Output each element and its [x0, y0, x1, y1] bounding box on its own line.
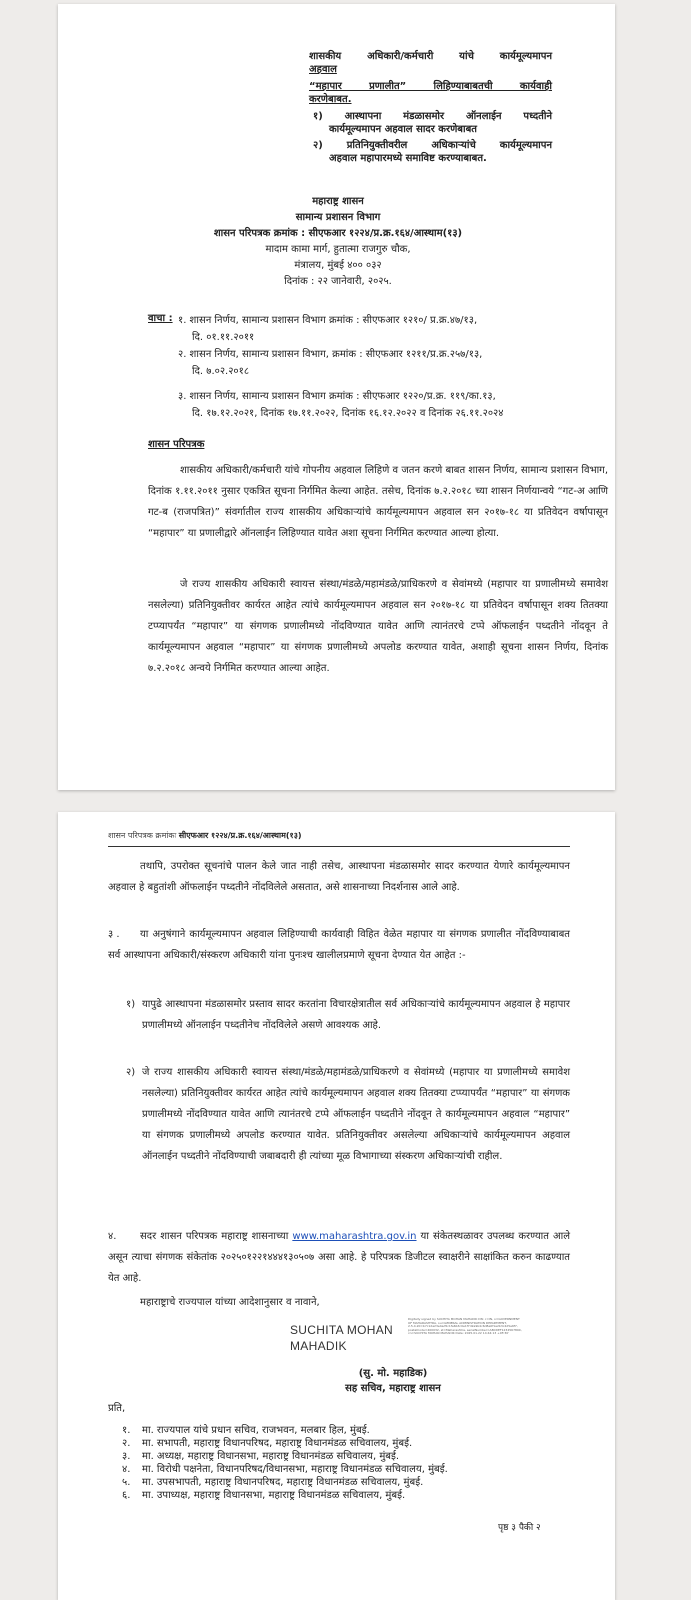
department-name: सामान्य प्रशासन विभाग: [295, 212, 381, 223]
point-1-text: यापुढे आस्थापना मंडळासमोर प्रस्ताव सादर करतांना विचारक्षेत्रातील सर्व अधिकाऱ्यांचे कार्यमूल्यमापन अहवाल हे महापार प्रणालीमध्ये ऑनलाईन पध्दतीनेच नोंदविलेले असणे आवश्यक आहे.: [142, 999, 570, 1031]
paragraph-3: तथापि, उपरोक्त सूचनांचे पालन केले जात नाही तसेच, आस्थापना मंडळासमोर सादर करण्यात येणारे कार्यमूल्यमापन अहवाल हे बहुतांशी ऑफलाईन पध्दतीने नोंदविलेले असतात, असे शासनाच्या निदर्शनास आले आहे.: [108, 861, 570, 893]
circular-date: दिनांक : २२ जानेवारी, २०२५.: [284, 276, 392, 287]
document-page-2: [58, 812, 615, 1600]
recipient-text: मा. सभापती, महाराष्ट्र विधानपरिषद, महाराष्ट्र विधानमंडळ सचिवालय, मुंबई.: [142, 1438, 413, 1449]
recipient-number: ४.: [122, 1464, 131, 1475]
recipient-list: [122, 1424, 562, 1502]
point-1-number: १): [126, 999, 136, 1010]
reference-1-date: दि. ०१.११.२०११: [192, 332, 255, 343]
state-name: महाराष्ट्र शासन: [312, 196, 364, 207]
subject-item-2-line-b: अहवाल महापारमध्ये समाविष्ट करण्याबाबत.: [329, 153, 487, 164]
reference-1: १. शासन निर्णय, सामान्य प्रशासन विभाग क्रमांक : सीएफआर १२१०/ प्र.क्र.४७/१३,: [178, 315, 478, 326]
website-link[interactable]: www.maharashtra.gov.in: [292, 1231, 417, 1242]
address-line-2: मंत्रालय, मुंबई ४०० ०३२: [294, 260, 382, 271]
address-line-1: मादाम कामा मार्ग, हुतात्मा राजगुरु चौक,: [265, 244, 411, 255]
point-2: [126, 1062, 570, 1167]
running-header-number: सीएफआर १२२४/प्र.क्र.१६४/आस्थाम(१३): [178, 831, 302, 840]
recipient-number: १.: [122, 1425, 131, 1436]
recipient-text: मा. अध्यक्ष, महाराष्ट्र विधानसभा, महाराष्ट्र विधानमंडळ सचिवालय, मुंबई.: [142, 1451, 400, 1462]
reference-3: ३. शासन निर्णय, सामान्य प्रशासन विभाग क्रमांक : सीएफआर १२२०/प्र.क्र. ११९/का.१३,: [178, 391, 496, 402]
point-1: [126, 994, 570, 1036]
subject-line-4: करणेबाबत.: [309, 94, 352, 105]
paragraph-4: [108, 924, 570, 966]
page-number: पृष्ठ ३ पैकी २: [498, 1523, 541, 1533]
circular-number: शासन परिपत्रक क्रमांक : सीएफआर १२२४/प्र.क्र.१६४/आस्थाम(१३): [213, 228, 463, 239]
paragraph-4-text: या अनुषंगाने कार्यमूल्यमापन अहवाल लिहिण्याची कार्यवाही विहित वेळेत महापार या संगणक प्रणालीत नोंदविण्याबाबत सर्व आस्थापना अधिकारी/संस्करण अधिकारी यांना पुनःश्च खालीलप्रमाणे सूचना देण्यात येत आहेत :-: [108, 929, 570, 961]
recipient-item: [122, 1450, 562, 1463]
subject-item-1-line-a: १) आस्थापना मंडळासमोर ऑनलाईन पध्दतीने: [313, 111, 552, 122]
circular-heading: शासन परिपत्रक: [148, 439, 205, 450]
to-label: प्रति,: [108, 1403, 126, 1414]
subject-block: [309, 50, 552, 165]
subject-line-3: “महापार प्रणालीत” लिहिण्याबाबतची कार्यवाही: [309, 81, 552, 92]
paragraph-5-pre: सदर शासन परिपत्रक महाराष्ट्र शासनाच्या: [140, 1231, 293, 1242]
recipient-item: [122, 1489, 562, 1502]
recipient-number: ५.: [122, 1477, 131, 1488]
recipient-item: [122, 1424, 562, 1437]
recipient-item: [122, 1476, 562, 1489]
running-header: [108, 830, 568, 841]
signer-initials: (सु. मो. महाडिक): [358, 1368, 428, 1379]
digital-signature-text: Digitally signed by SUCHITA MOHAN MAHADIK DN: c=IN, o=GOVERNMENT OF MAHARASHTRA, ou=GENERAL ADMINISTRATION DEPARTMENT, 2.5.4.20=b7c12a23e4ad5c1fa6b3c0e1f7d2a9b4c6d8e0f1a2b3c4d5e6f7, postalCode=400032, st=Maharashtra, serialNumber=ABCDEF1234567890, cn=SUCHITA MOHAN MAHADIK Date: 2025.01.22 14:44:13 +05'30': [408, 1318, 522, 1336]
recipient-item: [122, 1463, 562, 1476]
point-2-text: जे राज्य शासकीय अधिकारी स्वायत्त संस्था/मंडळे/महामंडळे/प्राधिकरणे व सेवांमध्ये (महापार या प्रणालीमध्ये समावेश नसलेल्या) प्रतिनियुक्तीवर कार्यरत आहेत त्यांचे कार्यमूल्यमापन अहवाल शक्य तितक्या टप्प्यापर्यंत “महापार” या संगणक प्रणालीमध्ये नोंदविण्यात यावेत आणि त्यानंतरचे टप्पे ऑफलाईन पध्दतीने नोंदवून ते कार्यमूल्यमापन अहवाल “महापार” या संगणक प्रणालीमध्ये अपलोड करण्यात यावेत. प्रतिनियुक्तीवर असलेल्या अधिकाऱ्यांचे कार्यमूल्यमापन अहवाल ऑनलाईन पध्दतीने नोंदविण्याची जबाबदारी ही त्यांच्या मूळ विभागाच्या संस्करण अधिकाऱ्यांची राहील.: [142, 1067, 570, 1162]
paragraph-1: शासकीय अधिकारी/कर्मचारी यांचे गोपनीय अहवाल लिहिणे व जतन करणे बाबत शासन निर्णय, सामान्य प्रशासन विभाग, दिनांक १.११.२०११ नुसार एकत्रित सूचना निर्गमित केल्या आहेत. तसेच, दिनांक ७.२.२०१८ च्या शासन निर्णयान्वये “गट-अ आणि गट-ब (राजपत्रित)” संवर्गातील राज्य शासकीय अधिकाऱ्यांचे कार्यमूल्यमापन अहवाल सन २०१७-१८ या प्रतिवेदन वर्षापासून “महापार” या प्रणालीद्वारे ऑनलाईन लिहिण्यात यावेत अशा सूचना निर्गमित करण्यात आल्या होत्या.: [148, 465, 608, 539]
reference-2-date: दि. ७.०२.२०१८: [192, 366, 250, 377]
signer-name-line-2: MAHADIK: [290, 1339, 347, 1353]
paragraph-5-post: या संकेतस्थळावर उपलब्ध करण्यात आले असून त्याचा संगणक संकेतांक २०२५०१२२१४४४१३०५०७ असा आहे. हे परिपत्रक डिजीटल स्वाक्षरीने साक्षांकित करुन काढण्यात येत आहे.: [108, 1231, 570, 1284]
recipient-number: ३.: [122, 1451, 131, 1462]
document-page-1: [58, 4, 615, 790]
digital-signature-stamp: [408, 1318, 524, 1362]
signer-name-line-1: SUCHITA MOHAN: [290, 1323, 394, 1337]
recipient-text: मा. विरोधी पक्षनेता, विधानपरिषद/विधानसभा, महाराष्ट्र विधानमंडळ सचिवालय, मुंबई.: [142, 1464, 448, 1475]
header-rule: [108, 846, 570, 847]
running-header-prefix: शासन परिपत्रक क्रमांकः: [108, 831, 177, 840]
reference-3-date: दि. १७.१२.२०२१, दिनांक १७.११.२०२२, दिनांक १६.१२.२०२२ व दिनांक २६.११.२०२४: [192, 408, 504, 419]
subject-item-2-line-a: २) प्रतिनियुक्तीवरील अधिकाऱ्यांचे कार्यमूल्यमापन: [313, 140, 552, 151]
recipient-text: मा. राज्यपाल यांचे प्रधान सचिव, राजभवन, मलबार हिल, मुंबई.: [142, 1425, 370, 1436]
paragraph-5-number: ४.: [108, 1231, 117, 1242]
signer-designation: सह सचिव, महाराष्ट्र शासन: [345, 1383, 441, 1394]
recipient-number: ६.: [122, 1490, 131, 1501]
subject-item-2: [309, 139, 552, 165]
paragraph-2: जे राज्य शासकीय अधिकारी स्वायत्त संस्था/मंडळे/महामंडळे/प्राधिकरणे व सेवांमध्ये (महापार या प्रणालीमध्ये समावेश नसलेल्या) प्रतिनियुक्तीवर कार्यरत आहेत त्यांचे कार्यमूल्यमापन अहवाल सन २०१७-१८ या प्रतिवेदन वर्षापासून शक्य तितक्या टप्प्यापर्यंत “महापार” या संगणक प्रणालीमध्ये नोंदविण्यात यावेत आणि त्यानंतरचे टप्पे ऑफलाईन पध्दतीने नोंदवून ते कार्यमूल्यमापन अहवाल “महापार” या संगणक प्रणालीमध्ये अपलोड करण्यात यावेत, अशाही सूचना शासन निर्णय, दिनांक ७.२.२०१८ अन्वये निर्गमित करण्यात आल्या आहेत.: [148, 579, 608, 674]
reference-2: २. शासन निर्णय, सामान्य प्रशासन विभाग, क्रमांक : सीएफआर १२११/प्र.क्र.२५७/१३,: [178, 349, 483, 360]
recipient-text: मा. उपसभापती, महाराष्ट्र विधानपरिषद, महाराष्ट्र विधानमंडळ सचिवालय, मुंबई.: [142, 1477, 424, 1488]
subject-line-2: अहवाल: [309, 64, 337, 75]
paragraph-5: [108, 1226, 570, 1289]
subject-item-1: [309, 110, 552, 136]
subject-item-1-line-b: कार्यमूल्यमापन अहवाल सादर करणेबाबत: [329, 124, 478, 135]
subject-line-1: शासकीय अधिकारी/कर्मचारी यांचे कार्यमूल्यमापन: [309, 51, 552, 62]
signer-name: [290, 1322, 393, 1354]
point-2-number: २): [126, 1067, 136, 1078]
recipient-number: २.: [122, 1438, 131, 1449]
order-line: महाराष्ट्राचे राज्यपाल यांच्या आदेशानुसार व नावाने,: [140, 1297, 320, 1308]
signer-block: [308, 1366, 478, 1396]
letterhead: [158, 194, 518, 290]
paragraph-4-number: ३ .: [108, 929, 120, 940]
recipient-item: [122, 1437, 562, 1450]
recipient-text: मा. उपाध्यक्ष, महाराष्ट्र विधानसभा, महाराष्ट्र विधानमंडळ सचिवालय, मुंबई.: [142, 1490, 406, 1501]
references-label: वाचा :: [148, 313, 173, 324]
